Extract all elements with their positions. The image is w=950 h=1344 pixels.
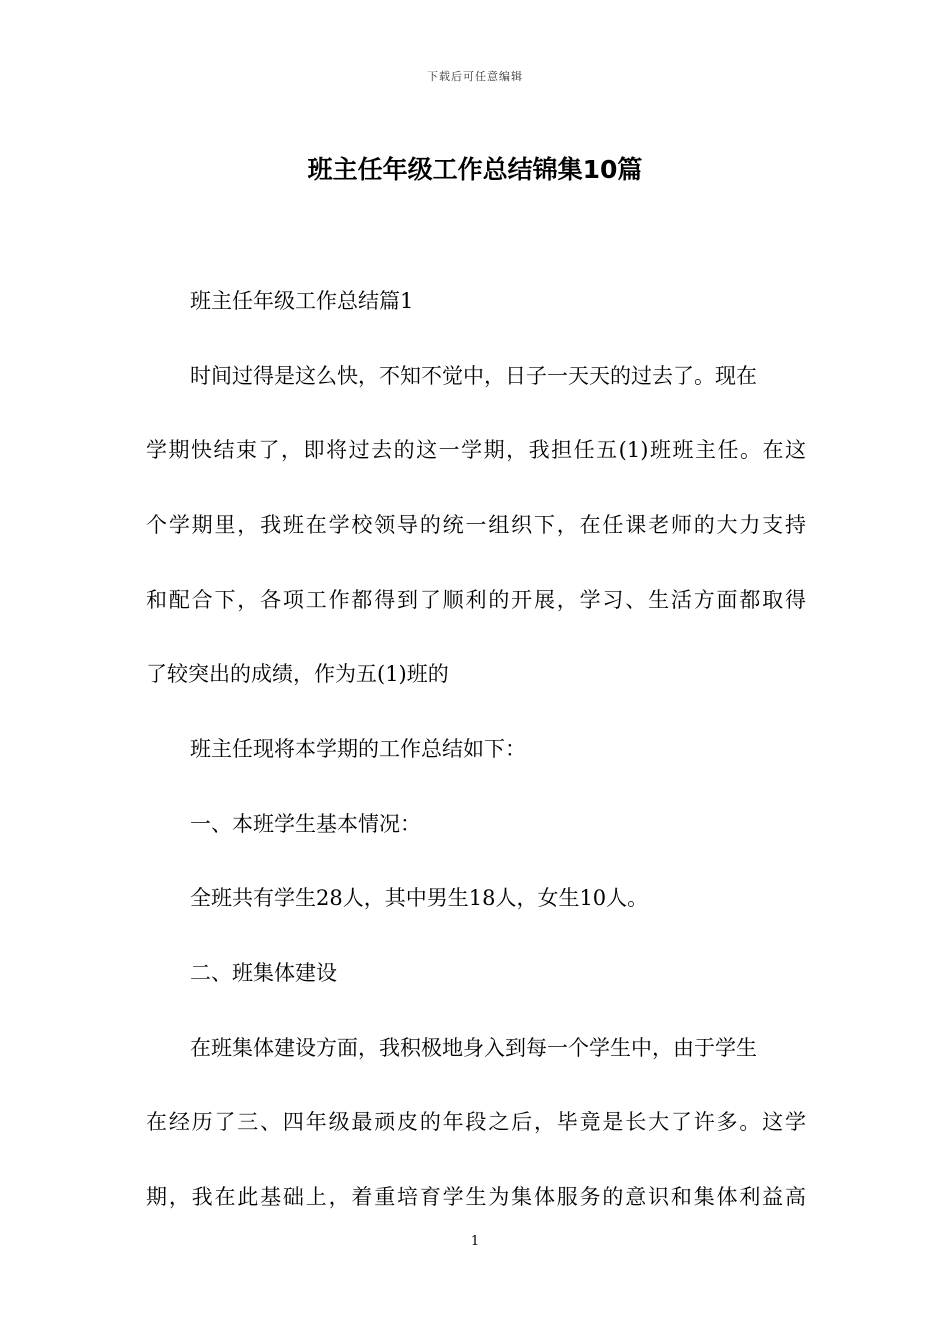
section-heading: 一、本班学生基本情况： bbox=[190, 812, 421, 836]
section-heading: 二、班集体建设 bbox=[190, 961, 337, 985]
paragraph-line: 学期快结束了，即将过去的这一学期，我担任五(1)班班主任。在这 bbox=[146, 438, 806, 462]
paragraph-line: 期，我在此基础上，着重培育学生为集体服务的意识和集体利益高 bbox=[146, 1185, 806, 1209]
paragraph-line: 在经历了三、四年级最顽皮的年段之后，毕竟是长大了许多。这学 bbox=[146, 1110, 806, 1134]
paragraph-line: 了较突出的成绩，作为五(1)班的 bbox=[146, 662, 449, 686]
paragraph-line: 在班集体建设方面，我积极地身入到每一个学生中，由于学生 bbox=[190, 1036, 757, 1060]
document-title: 班主任年级工作总结锦集10篇 bbox=[307, 155, 643, 184]
paragraph-line: 全班共有学生28人，其中男生18人，女生10人。 bbox=[190, 886, 649, 910]
header-note: 下载后可任意编辑 bbox=[427, 70, 523, 83]
page-number: 1 bbox=[470, 1234, 480, 1249]
paragraph-line: 时间过得是这么快，不知不觉中，日子一天天的过去了。现在 bbox=[190, 364, 757, 388]
paragraph-line: 班主任现将本学期的工作总结如下： bbox=[190, 737, 526, 761]
section-heading: 班主任年级工作总结篇1 bbox=[190, 289, 414, 313]
paragraph-line: 个学期里，我班在学校领导的统一组织下，在任课老师的大力支持 bbox=[146, 513, 806, 537]
paragraph-line: 和配合下，各项工作都得到了顺利的开展，学习、生活方面都取得 bbox=[146, 588, 806, 612]
